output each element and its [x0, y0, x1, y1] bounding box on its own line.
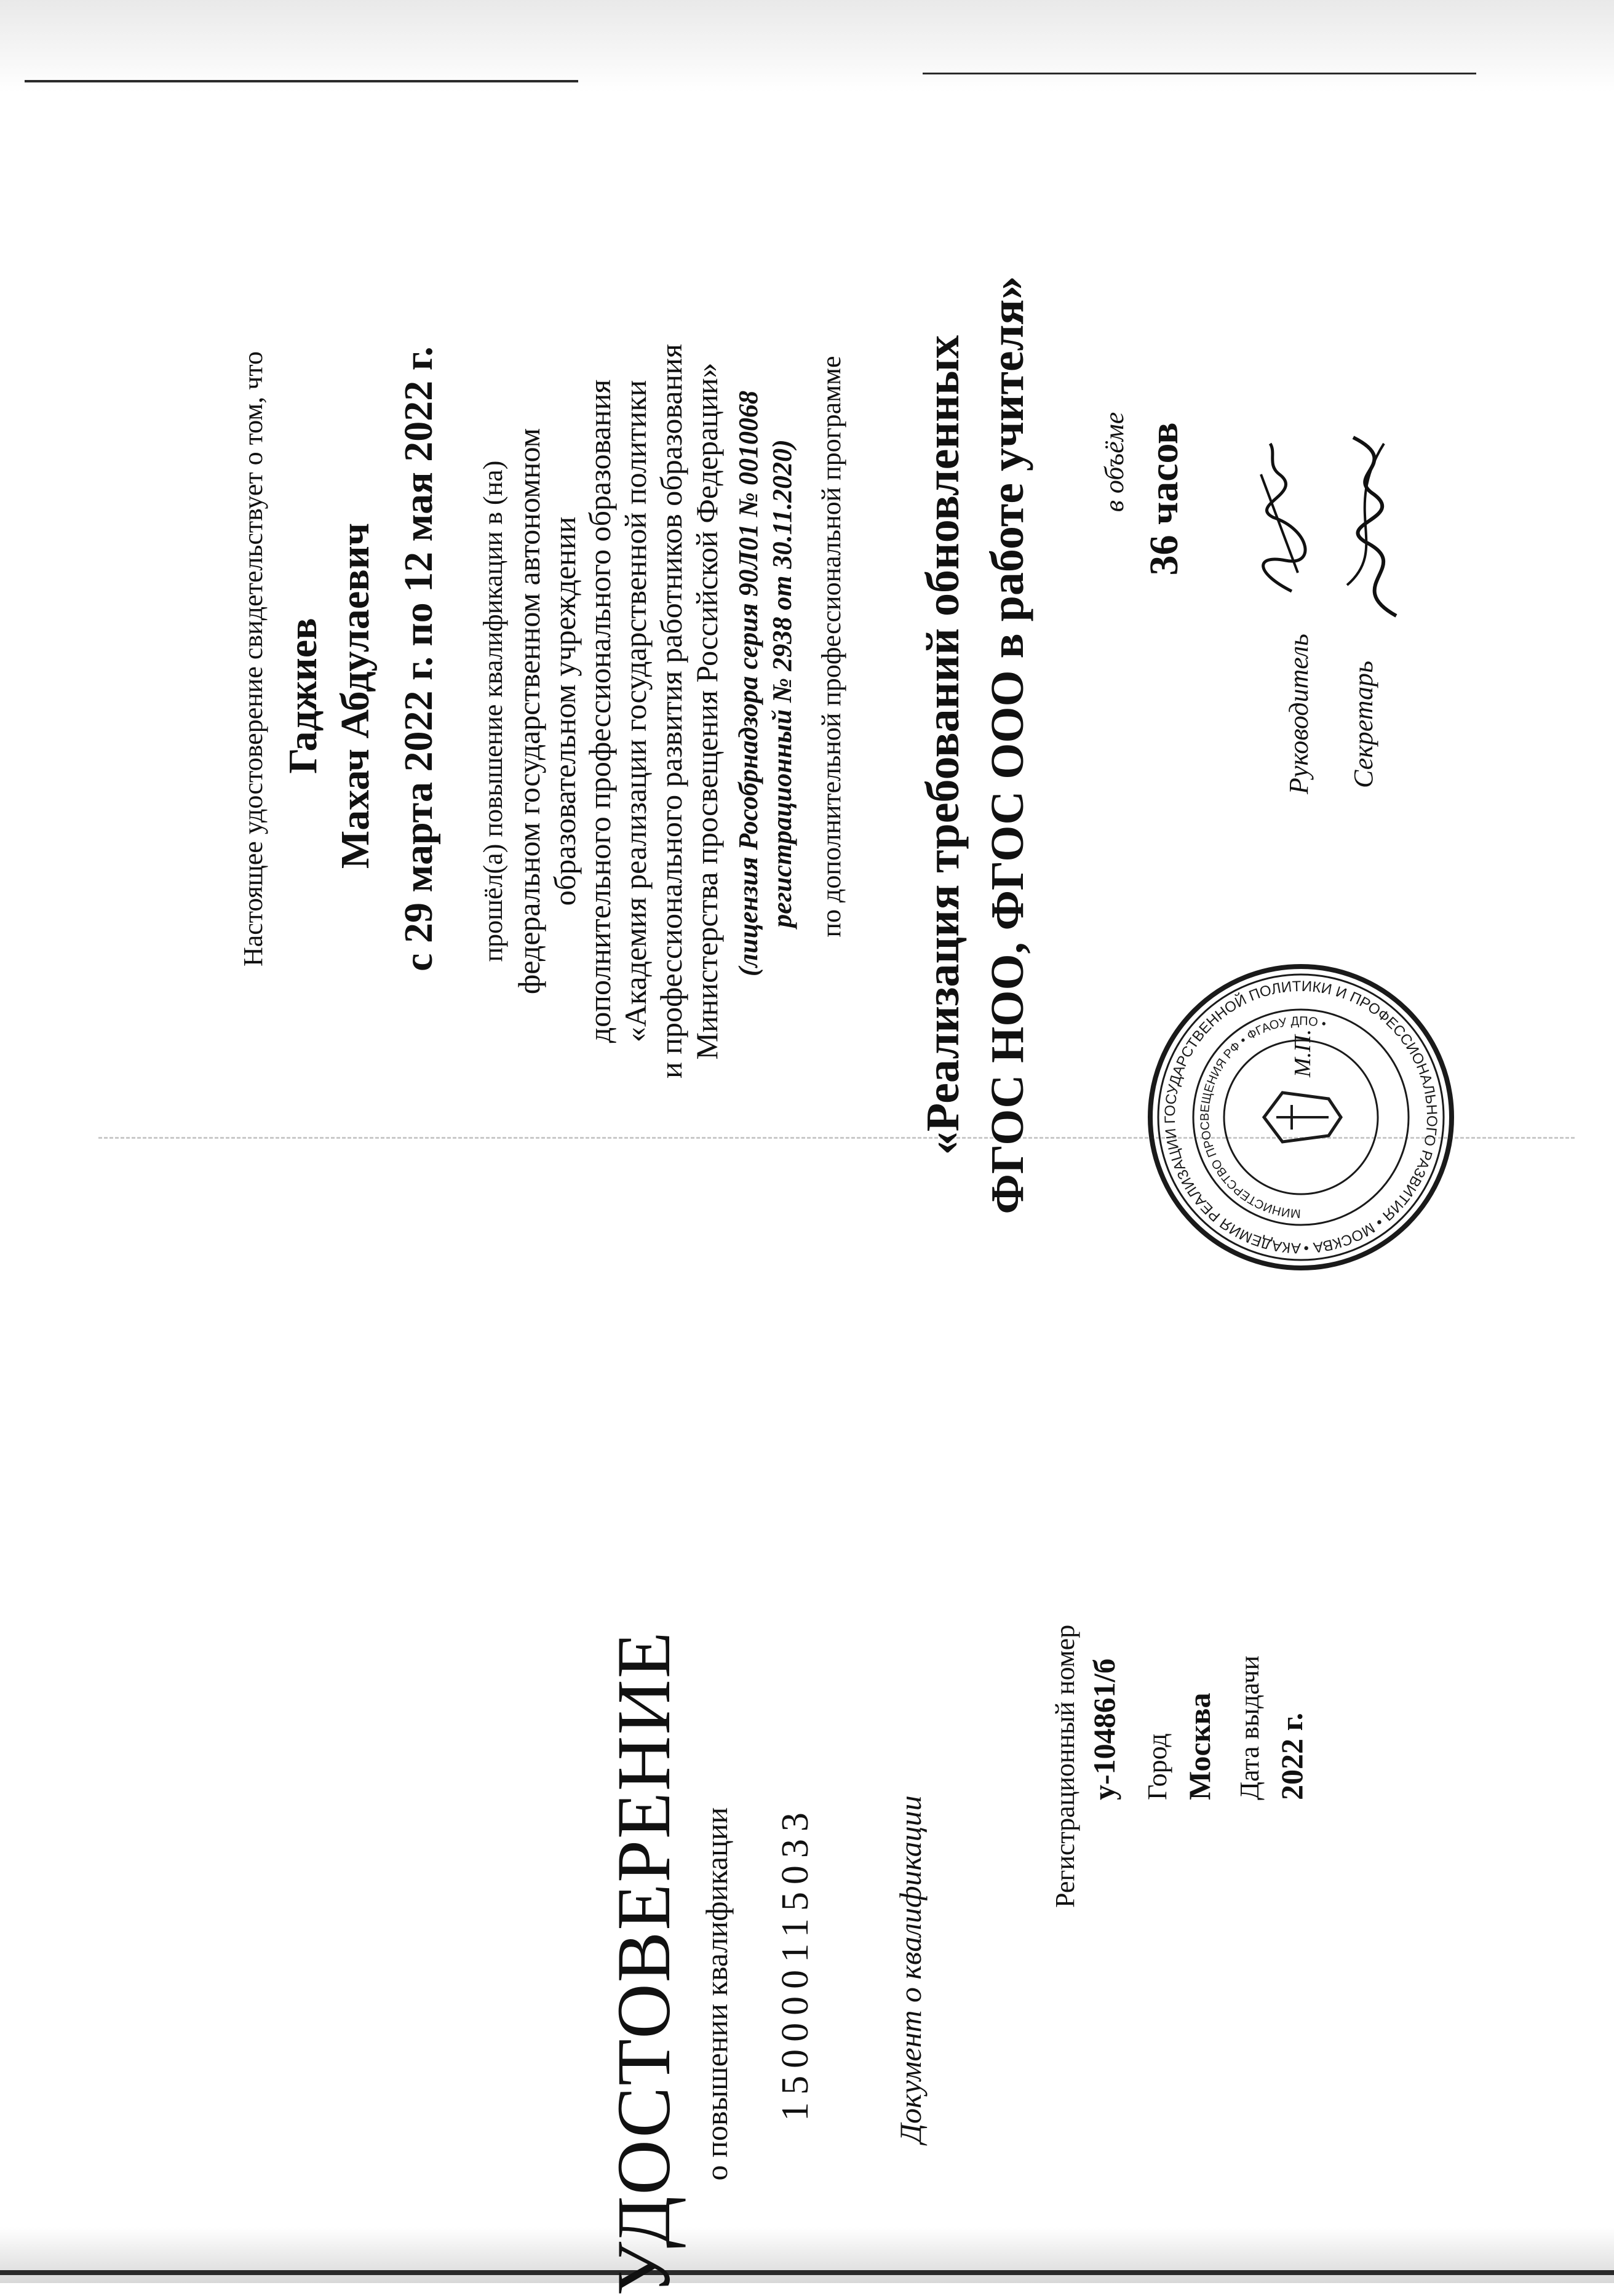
recipient-given-names: Махач Абдулаевич [333, 522, 378, 869]
course-title-line: «Реализация требований обновленных [917, 335, 969, 1155]
org-line: «Академия реализации государственной политики [618, 380, 653, 1043]
certificate-title: УДОСТОВЕРЕНИЕ [602, 1630, 686, 2296]
head-signature [1249, 437, 1316, 597]
volume-value: 36 часов [1142, 422, 1187, 576]
secretary-signature [1329, 419, 1421, 622]
certificate-subtitle: о повышении квалификации [699, 1807, 734, 2181]
issue-date-value: 2022 г. [1274, 1712, 1309, 1800]
intro-text: Настоящее удостоверение свидетельствует о том, что [238, 351, 268, 967]
volume-label: в объёме [1099, 412, 1129, 512]
reg-number-label: Регистрационный номер [1050, 1624, 1080, 1908]
program-intro: по дополнительной профессиональной программе [816, 356, 846, 938]
org-line: образовательном учреждении [547, 516, 582, 906]
certificate-number: 150000115033 [774, 1805, 816, 2121]
secretary-label: Секретарь [1348, 660, 1378, 788]
license-line: регистрационный № 2938 от 30.11.2020) [767, 439, 797, 928]
license-line: (лицензия Рособрнадзора серия 90Л01 № 0010068 [733, 390, 763, 977]
document-type: Документ о квалификации [893, 1795, 928, 2143]
org-line: дополнительного профессионального образования [582, 379, 617, 1043]
issue-date-label: Дата выдачи [1234, 1656, 1265, 1800]
org-line: Министерства просвещения Российской Федерации» [690, 362, 724, 1060]
study-period: с 29 марта 2022 г. по 12 мая 2022 г. [396, 346, 441, 971]
org-line: и профессионального развития работников образования [654, 343, 688, 1079]
org-line: прошёл(а) повышение квалификации в (на) [478, 460, 508, 962]
recipient-surname: Гаджиев [280, 618, 325, 774]
reg-number-value: у-104861/б [1087, 1658, 1121, 1800]
official-seal [1144, 960, 1458, 1274]
head-label: Руководитель [1284, 634, 1314, 794]
city-value: Москва [1182, 1692, 1217, 1800]
course-title-line: ФГОС НОО, ФГОС ООО в работе учителя» [982, 276, 1033, 1214]
svg-text:АКАДЕМИЯ РЕАЛИЗАЦИИ ГОСУДАРСТВ: АКАДЕМИЯ РЕАЛИЗАЦИИ ГОСУДАРСТВЕННОЙ ПОЛИТИКИ И ПРОФЕССИОНАЛЬНОГО РАЗВИТИЯ • МОСКВА • [1161, 978, 1441, 1257]
seal-mp-text: М.П. [1290, 1029, 1316, 1077]
org-line: федеральном государственном автономном [512, 428, 546, 995]
svg-text:МИНИСТЕРСТВО ПРОСВЕЩЕНИЯ РФ •: МИНИСТЕРСТВО ПРОСВЕЩЕНИЯ РФ • ФГАОУ ДПО • [1198, 1014, 1328, 1221]
city-label: Город [1142, 1733, 1172, 1800]
